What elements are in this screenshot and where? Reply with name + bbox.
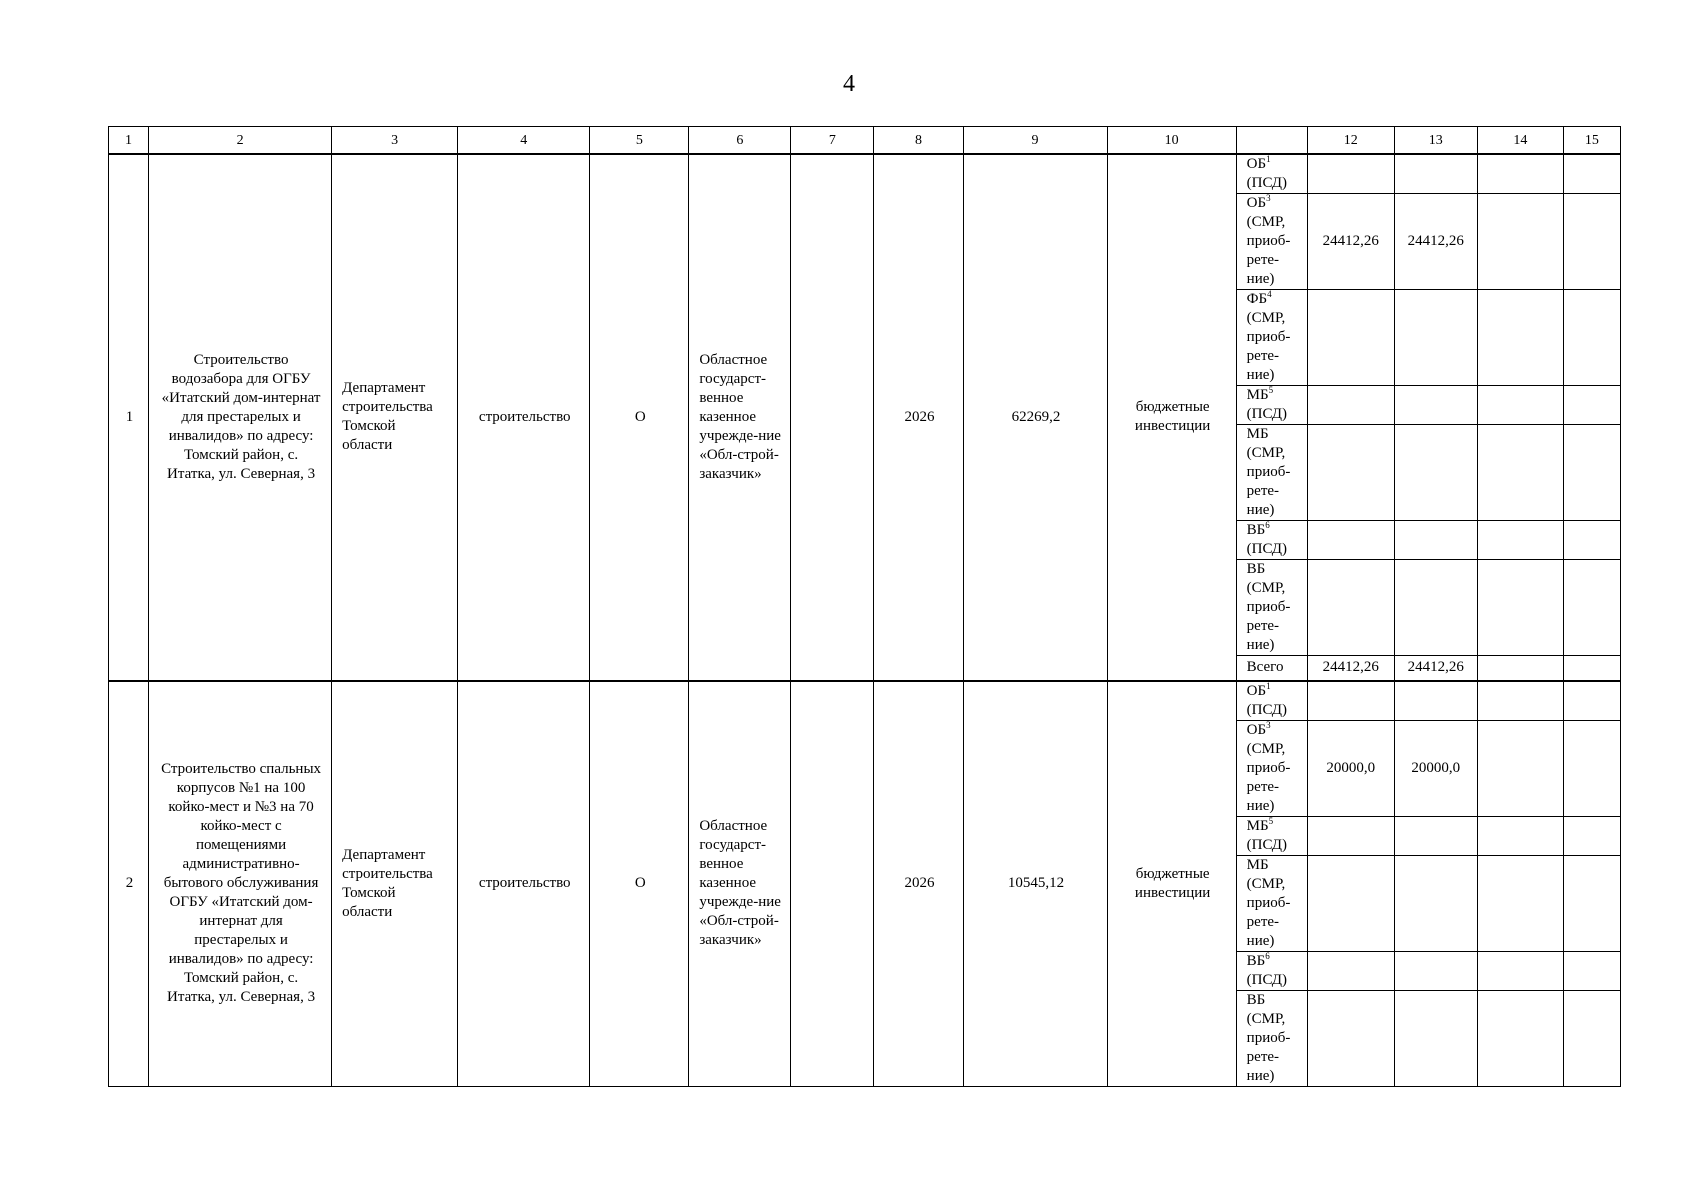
header-cell: 6 [689,127,791,155]
amount-cell: 24412,26 [1394,194,1477,290]
amount-cell [1307,386,1394,425]
object-name: Строительство водозабора для ОГБУ «Итатский дом-интернат для престарелых и инвалидов» по адресу: Томский район, с. Итатка, ул. Северная, 3 [149,154,332,681]
object-name: Строительство спальных корпусов №1 на 100 койко-мест и №3 на 70 койко-мест с помещениями административно-бытового обслуживания ОГБУ «Итатский дом-интернат для престарелых и инвалидов» по адресу: Томский район, с. Итатка, ул. Северная, 3 [149,681,332,1087]
work-type: строительство [458,681,590,1087]
amount-cell [1563,386,1620,425]
funding-source-label: МБ [1246,387,1269,403]
funding-source: $ВБ^6$ (ПСД) [1236,951,1307,990]
amount-cell [1394,855,1477,951]
header-cell: 15 [1563,127,1620,155]
funding-source-label: МБ [1246,426,1269,442]
page-number: 4 [843,71,855,97]
funding-source-label: ВБ [1246,991,1266,1008]
amount-cell [1307,560,1394,656]
funding-source-label: ВБ [1246,561,1266,577]
funding-source-label: Всего [1246,659,1284,676]
row-number: 2 [109,681,149,1087]
funding-source-label: ОБ [1246,195,1267,211]
amount-cell [1563,521,1620,560]
footnote-marker: 1 [1266,154,1271,164]
amount-cell [1563,855,1620,951]
header-cell: 9 [963,127,1107,155]
work-type: строительство [458,154,590,681]
column-5-value: О [590,154,689,681]
column-7-value [791,154,874,681]
funding-source: МБ (СМР, приоб- рете- ние) [1236,855,1307,951]
amount-cell: 24412,26 [1394,656,1477,681]
amount-cell [1394,816,1477,855]
funding-source-label: ФБ [1246,291,1268,307]
amount-cell [1563,681,1620,721]
customer: Областное государст-венное казенное учрежде-ние «Обл-строй-заказчик» [689,154,791,681]
investment-table [108,126,1621,1087]
header-cell: 14 [1477,127,1563,155]
amount-cell [1307,425,1394,521]
header-row [109,127,1621,155]
amount-cell [1477,990,1563,1086]
funding-source: $ОБ^1$ (ПСД) [1236,681,1307,721]
amount-cell [1477,521,1563,560]
header-cell: 1 [109,127,149,155]
customer: Областное государст-венное казенное учрежде-ние «Обл-строй-заказчик» [689,681,791,1087]
funding-source: $ОБ^1$ (ПСД) [1236,154,1307,194]
cost: 10545,12 [963,681,1107,1087]
funding-source: $ОБ^3$ (СМР, приоб- рете- ние) [1236,194,1307,290]
amount-cell [1563,154,1620,194]
footnote-marker: 5 [1268,385,1274,395]
amount-cell [1563,290,1620,386]
funding-source-label: ВБ [1246,522,1266,538]
funding-source: $ОБ^3$ (СМР, приоб- рете- ние) [1236,720,1307,816]
header-cell: 13 [1394,127,1477,155]
amount-cell [1307,154,1394,194]
funding-source [1236,656,1307,681]
amount-cell [1394,154,1477,194]
amount-cell [1477,951,1563,990]
header-cell: 8 [874,127,963,155]
funding-source-label: МБ [1246,856,1269,873]
header-cell [1236,127,1307,155]
amount-cell: 20000,0 [1394,720,1477,816]
header-cell: 12 [1307,127,1394,155]
amount-cell: 24412,26 [1307,656,1394,681]
amount-cell [1307,855,1394,951]
funding-source: $МБ^5$ (ПСД) [1236,386,1307,425]
amount-cell [1563,720,1620,816]
amount-cell [1394,560,1477,656]
amount-cell [1307,990,1394,1086]
amount-cell [1307,521,1394,560]
header-cell: 4 [458,127,590,155]
amount-cell [1394,990,1477,1086]
row-number: 1 [109,154,149,681]
table-row [109,681,1621,721]
funding-source-label: МБ [1246,817,1269,834]
funding-source-label: ОБ [1246,682,1267,699]
column-7-value [791,681,874,1087]
amount-cell [1394,521,1477,560]
footnote-marker: 4 [1267,289,1272,299]
department: Департамент строительства Томской области [332,154,458,681]
amount-cell [1563,816,1620,855]
amount-cell [1563,990,1620,1086]
funding-source: $МБ^5$ (ПСД) [1236,816,1307,855]
amount-cell [1477,681,1563,721]
header-cell: 10 [1107,127,1236,155]
funding-type: бюджетные инвестиции [1107,681,1236,1087]
header-cell: 7 [791,127,874,155]
footnote-marker: 3 [1266,720,1271,730]
header-cell: 2 [149,127,332,155]
amount-cell [1307,290,1394,386]
amount-cell [1477,386,1563,425]
column-5-value: О [590,681,689,1087]
funding-source: МБ (СМР, приоб- рете- ние) [1236,425,1307,521]
funding-source: $ВБ^6$ (ПСД) [1236,521,1307,560]
amount-cell [1563,560,1620,656]
department: Департамент строительства Томской области [332,681,458,1087]
amount-cell [1477,194,1563,290]
amount-cell [1477,656,1563,681]
amount-cell [1307,816,1394,855]
header-cell: 3 [332,127,458,155]
amount-cell [1477,560,1563,656]
amount-cell [1307,951,1394,990]
cost: 62269,2 [963,154,1107,681]
amount-cell [1394,425,1477,521]
funding-source-label: ОБ [1246,156,1267,172]
funding-source-label: ВБ [1246,952,1266,969]
footnote-marker: 6 [1265,951,1270,961]
amount-cell [1394,386,1477,425]
amount-cell [1394,951,1477,990]
amount-cell [1477,720,1563,816]
amount-cell: 20000,0 [1307,720,1394,816]
amount-cell [1394,681,1477,721]
amount-cell [1563,951,1620,990]
footnote-marker: 3 [1266,193,1271,203]
amount-cell: 24412,26 [1307,194,1394,290]
amount-cell [1477,816,1563,855]
funding-source: ВБ (СМР, приоб- рете- ние) [1236,990,1307,1086]
amount-cell [1563,656,1620,681]
amount-cell [1477,290,1563,386]
amount-cell [1477,425,1563,521]
amount-cell [1307,681,1394,721]
table-row [109,154,1621,194]
footnote-marker: 6 [1265,520,1270,530]
funding-source: $ФБ^4$ (СМР, приоб- рете- ние) [1236,290,1307,386]
year: 2026 [874,154,963,681]
funding-source-label: ОБ [1246,721,1267,738]
funding-type: бюджетные инвестиции [1107,154,1236,681]
footnote-marker: 1 [1266,680,1271,691]
year: 2026 [874,681,963,1087]
amount-cell [1477,154,1563,194]
header-cell: 5 [590,127,689,155]
amount-cell [1394,290,1477,386]
amount-cell [1477,855,1563,951]
amount-cell [1563,425,1620,521]
funding-source: ВБ (СМР, приоб- рете- ние) [1236,560,1307,656]
amount-cell [1563,194,1620,290]
footnote-marker: 5 [1268,816,1274,826]
